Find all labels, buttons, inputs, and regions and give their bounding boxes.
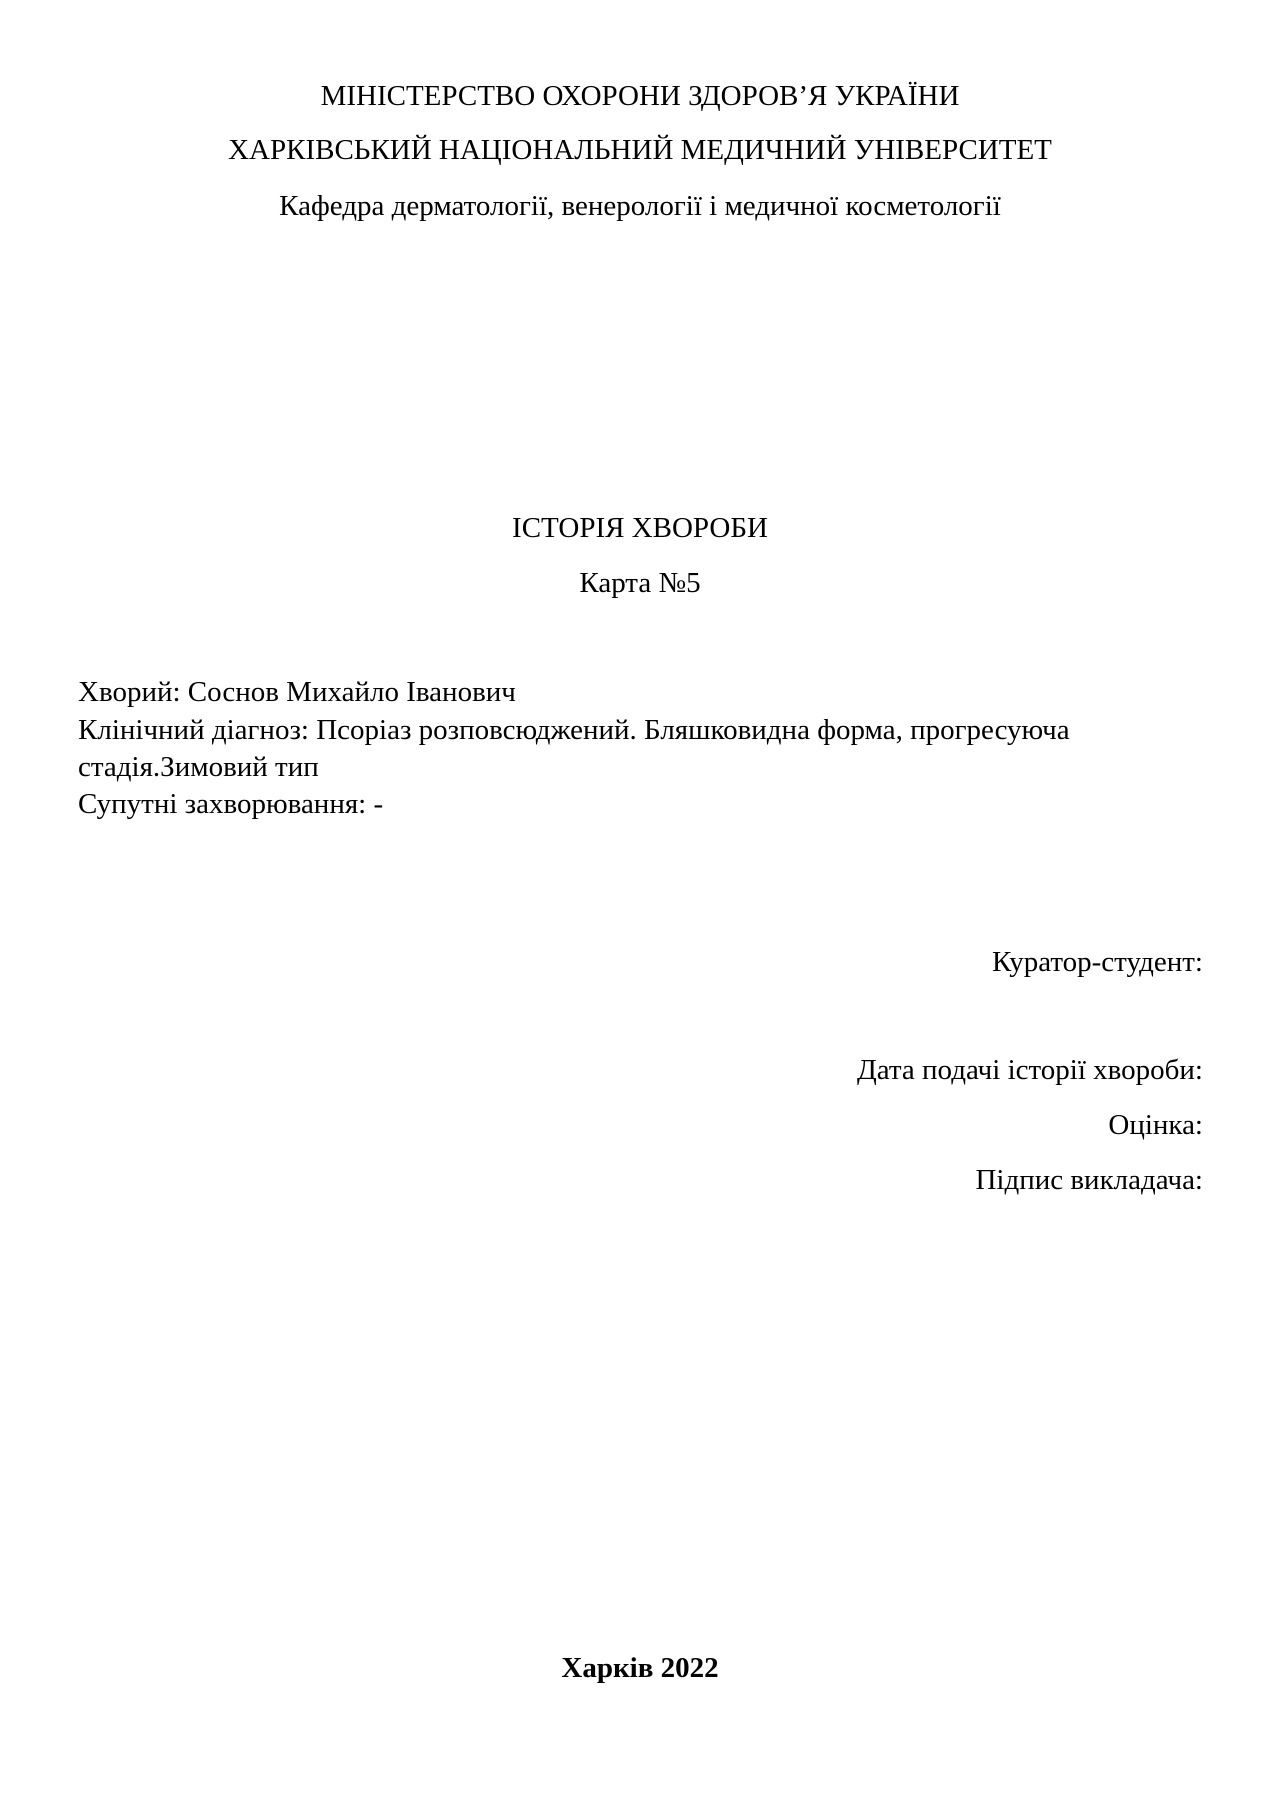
department-title: Кафедра дерматології, венерології і медичної косметології: [279, 190, 1001, 222]
grade-label: Оцінка:: [1108, 1109, 1203, 1141]
submission-date-label: Дата подачі історії хвороби:: [856, 1054, 1203, 1086]
ministry-title: МІНІСТЕРСТВО ОХОРОНИ ЗДОРОВ’Я УКРАЇНИ: [320, 80, 960, 112]
clinical-diagnosis-line-1: Клінічний діагноз: Псоріаз розповсюджений. Бляшковидна форма, прогресуюча: [78, 714, 1070, 746]
university-title: ХАРКІВСЬКИЙ НАЦІОНАЛЬНИЙ МЕДИЧНИЙ УНІВЕРСИТЕТ: [228, 134, 1052, 166]
clinical-diagnosis-line-2: стадія.Зимовий тип: [78, 751, 319, 783]
teacher-signature-label: Підпис викладача:: [975, 1164, 1203, 1196]
card-number: Карта №5: [579, 567, 701, 599]
city-year-footer: Харків 2022: [561, 1652, 719, 1684]
curator-student-label: Куратор-студент:: [992, 946, 1203, 978]
comorbidities: Супутні захворювання: -: [78, 788, 384, 820]
document-heading: ІСТОРІЯ ХВОРОБИ: [512, 512, 768, 544]
patient-name: Хворий: Соснов Михайло Іванович: [78, 676, 516, 708]
